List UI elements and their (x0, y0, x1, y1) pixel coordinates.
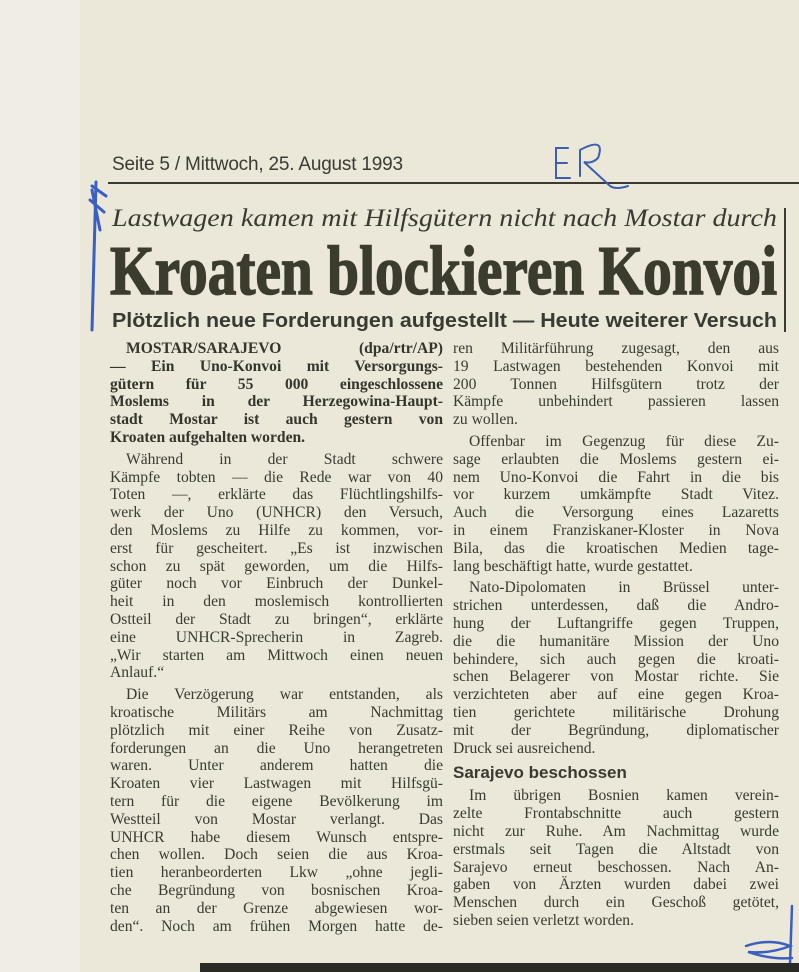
text-line: vor kurzem umkämpfte Stadt Vitez. (453, 486, 779, 504)
text-line: „Wir starten am Mittwoch einen neuen (110, 646, 443, 664)
text-line: Im übrigen Bosnien kamen verein- (469, 787, 779, 805)
text-line: schen Belagerer von Mostar richte. Sie (453, 668, 779, 686)
text-line: Ostteil der Stadt zu bringen“, erklärte (110, 610, 443, 628)
text-line: tern für die eigene Bevölkerung im (110, 792, 443, 810)
handwritten-note-er (556, 145, 628, 188)
text-line: zu wollen. (453, 411, 518, 429)
text-line: den“. Noch am frühen Morgen hatte de- (110, 917, 443, 935)
text-line: che Begründung von bosnischen Kroa- (110, 881, 443, 899)
text-line: werk der Uno (UNHCR) den Versuch, (110, 504, 443, 522)
text-line: gütern für 55 000 eingeschlossene (110, 375, 443, 393)
article-column-1 (110, 340, 443, 939)
text-line: güter noch vor Einbruch der Dunkel- (110, 575, 443, 593)
text-line: sieben seien verletzt worden. (453, 911, 634, 929)
text-line: ren Militärführung zugesagt, den aus (453, 340, 779, 357)
text-line: behindere, sich auch gegen die kroati- (453, 650, 779, 668)
text-line: Während in der Stadt schwere (126, 450, 443, 468)
text-line: Kämpfe tobten — die Rede war von 40 (110, 468, 443, 486)
text-line: tien gerichtete militärische Drohung (453, 703, 779, 721)
text-line: Menschen durch ein Geschoß getötet, (453, 894, 779, 912)
headline: Kroaten blockieren Konvoi (110, 233, 777, 310)
text-line: verzichteten aber auf eine gegen Kroa- (453, 686, 779, 704)
text-line: erstmals seit Tagen die Altstadt von (453, 840, 779, 858)
text-line: ten an der Grenze abgewiesen wor- (110, 899, 443, 917)
text-line: den Moslems zu Hilfe zu kommen, vor- (110, 521, 443, 539)
text-line: in einem Franziskaner-Kloster in Nova (453, 521, 779, 539)
text-line: lang beschäftigt hatte, wurde gestattet. (453, 557, 693, 575)
text-line: Kroaten aufgehalten worden. (110, 428, 306, 446)
text-line: Moslems in der Herzegowina-Haupt- (110, 393, 443, 411)
text-line: Bila, das die kroatischen Medien tage- (453, 539, 779, 557)
text-line: — Ein Uno-Konvoi mit Versorgungs- (110, 357, 443, 375)
text-line: die die humanitäre Mission der Uno (453, 632, 779, 650)
text-line: nem Uno-Konvoi die Fahrt in die bis (453, 468, 779, 486)
text-line: 19 Lastwagen bestehenden Konvoi mit (453, 357, 779, 375)
text-line: MOSTAR/SARAJEVO (dpa/rtr/AP) (126, 340, 443, 357)
text-line: strichen unterdessen, daß die Andro- (453, 597, 779, 615)
paragraph (453, 433, 779, 575)
text-line: sage erlaubten die Moslems gestern ei- (453, 450, 779, 468)
text-line: Toten —, erklärte das Flüchtlingshilfs- (110, 486, 443, 504)
text-line: Die Verzögerung war entstanden, als (126, 686, 443, 704)
text-line: 200 Tonnen Hilfsgütern trotz der (453, 375, 779, 393)
text-line: hung der Luftangriffe gegen Truppen, (453, 614, 779, 632)
text-line: mit der Begründung, diplomatischer (453, 721, 779, 739)
paragraph (453, 579, 779, 757)
text-line: Sarajevo erneut beschossen. Nach An- (453, 858, 779, 876)
paragraph (110, 451, 443, 682)
text-line: Nato-Dipolomaten in Brüssel unter- (469, 579, 779, 597)
article-column-2 (453, 340, 779, 934)
paragraph (110, 686, 443, 935)
text-line: erst für gescheitert. „Es ist inzwischen (110, 539, 443, 557)
text-line: Kroaten vier Lastwagen mit Hilfsgü- (110, 775, 443, 793)
text-line: UNHCR habe diesem Wunsch entspre- (110, 828, 443, 846)
text-line: Anlauf.“ (110, 664, 165, 682)
text-line: Offenbar im Gegenzug für diese Zu- (469, 432, 779, 450)
text-line: waren. Unter anderem hatten die (110, 757, 443, 775)
lead-paragraph (110, 340, 443, 447)
text-line: forderungen an die Uno herangetreten (110, 739, 443, 757)
text-line: stadt Mostar ist auch gestern von (110, 411, 443, 429)
paragraph (453, 787, 779, 929)
text-line: schon zu spät geworden, um die Hilfs- (110, 557, 443, 575)
pen-mark-left (90, 182, 106, 330)
cut-off-next-article (200, 963, 799, 972)
text-line: plötzlich mit einer Reihe von Zusatz- (110, 721, 443, 739)
text-line: Auch die Versorgung eines Lazaretts (453, 504, 779, 522)
text-line: gaben von Ärzten wurden dabei zwei (453, 876, 779, 894)
text-line: nicht zur Ruhe. Am Nachmittag wurde (453, 822, 779, 840)
text-line: kroatische Militärs am Nachmittag (110, 703, 443, 721)
text-line: chen wollen. Doch seien die aus Kroa- (110, 846, 443, 864)
text-line: Westteil von Mostar verlangt. Das (110, 810, 443, 828)
paragraph (453, 340, 779, 429)
subheadline: Plötzlich neue Forderungen aufgestellt — Heute weiterer Versuch (112, 310, 777, 332)
kicker: Lastwagen kamen mit Hilfsgütern nicht nach Mostar durch (110, 205, 778, 232)
text-line: heit in den moslemisch kontrollierten (110, 593, 443, 611)
text-line: eine UNHCR-Sprecherin in Zagreb. (110, 628, 443, 646)
text-line: tien heranbeorderten Lkw „ohne jegli- (110, 864, 443, 882)
text-line: Druck sei ausreichend. (453, 739, 596, 757)
dateline: Seite 5 / Mittwoch, 25. August 1993 (112, 154, 403, 175)
text-line: zelte Frontabschnitte auch gestern (453, 805, 779, 823)
section-subheading: Sarajevo beschossen (453, 763, 627, 783)
text-line: Kämpfe unbehindert passieren lassen (453, 393, 779, 411)
